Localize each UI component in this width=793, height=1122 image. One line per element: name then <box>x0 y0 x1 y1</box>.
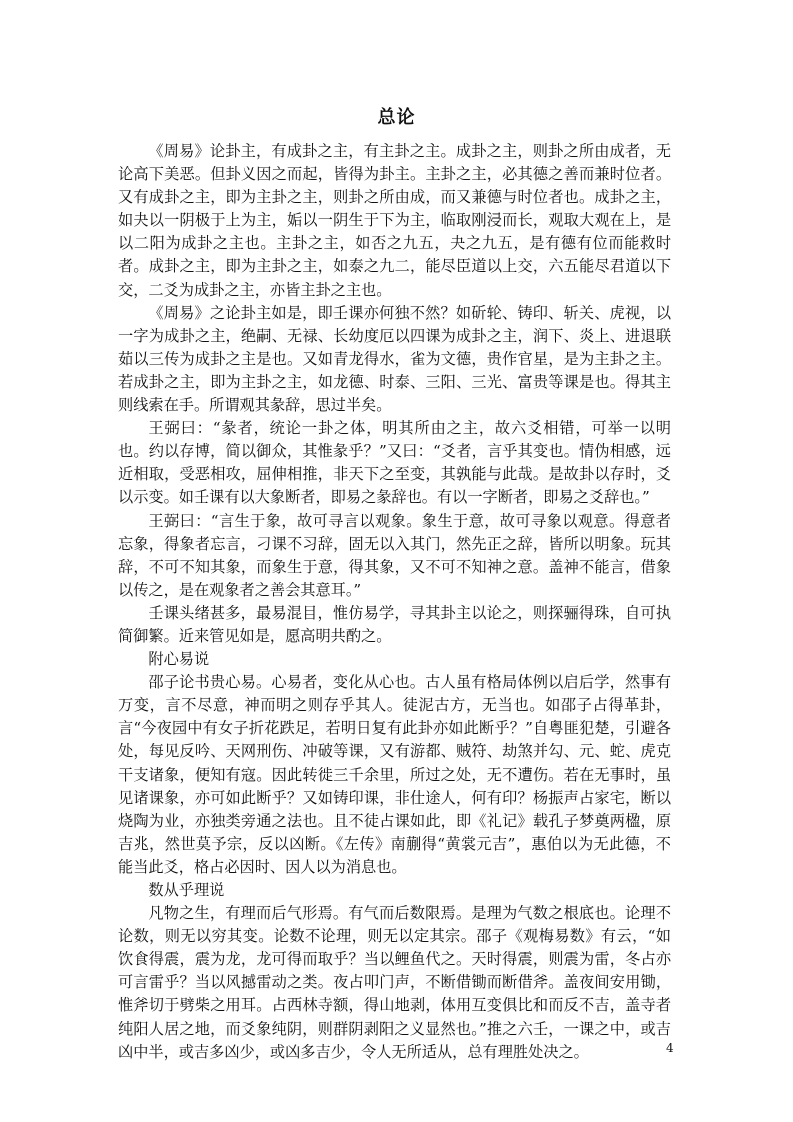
section-heading-shuli: 数从乎理说 <box>148 881 225 899</box>
paragraph-wangbi-tuan: 王弼曰：“彖者，统论一卦之体，明其所由之主，故六爻相错，可举一以明也。约以存博，简以御众，其惟彖乎？”又曰：“爻者，言乎其变也。情伪相感，远近相取，受恶相攻，屈伸相推，非天下之至变，其孰能与此哉。是故卦以存时，爻以示变。如壬课有以大象断者，即易之彖辞也。有以一字断者，即易之爻辞也。” <box>118 419 671 507</box>
paragraph-zhouyi-guazhu: 《周易》论卦主，有成卦之主，有主卦之主。成卦之主，则卦之所由成者，无论高下美恶。但卦义因之而起，皆得为卦主。主卦之主，必其德之善而兼时位者。又有成卦之主，即为主卦之主，则卦之所由成，而又兼德与时位者也。成卦之主，如夬以一阴极于上为主，姤以一阴生于下为主，临取刚浸而长，观取大观在上，是以二阳为成卦之主也。主卦之主，如否之九五，夬之九五，是有德有位而能救时者。成卦之主，即为主卦之主，如泰之九二，能尽臣道以上交，六五能尽君道以下交，二爻为成卦之主，亦皆主卦之主也。 <box>118 142 671 299</box>
page-title: 总论 <box>377 107 416 128</box>
paragraph-renke-guazhu: 《周易》之论卦主如是，即壬课亦何独不然？如斫轮、铸印、斩关、虎视，以一字为成卦之主，绝嗣、无禄、长幼度厄以四课为成卦之主，润下、炎上、进退联茹以三传为成卦之主是也。又如青龙得水，雀为文德，贵作官星，是为主卦之主。若成卦之主，即为主卦之主，如龙德、时泰、三阳、三光、富贵等课是也。得其主则线索在手。所谓观其彖辞，思过半矣。 <box>118 303 671 415</box>
paragraph-wangbi-yan: 王弼曰：“言生于象，故可寻言以观象。象生于意，故可寻象以观意。得意者忘象，得象者忘言，刁课不习辞，固无以入其门，然先正之辞，皆所以明象。玩其辞，不可不知其象，而象生于意，得其象，又不可不知神之意。盖神不能言，借象以传之，是在观象者之善会其意耳。” <box>118 511 671 599</box>
paragraph-renke-touxu: 壬课头绪甚多，最易混目，惟仿易学，寻其卦主以论之，则探骊得珠，自可执简御繁。近来管见如是，愿高明共酌之。 <box>118 603 671 645</box>
document-body <box>118 140 671 1064</box>
paragraph-shaozi-xinyi: 邵子论书贵心易。心易者，变化从心也。古人虽有格局体例以启后学，然事有万变，言不尽意，神而明之则存乎其人。徒泥古方，无当也。如邵子占得革卦，言“今夜园中有女子折花跌足，若明日复有此卦亦如此断乎？”自粤匪犯楚，引避各处，每见反吟、天网刑伤、冲破等课，又有游都、贼符、劫煞并勾、元、蛇、虎克干支诸象，便知有寇。因此转徙三千余里，所过之处，无不遭伤。若在无事时，虽见诸课象，亦可如此断乎？又如铸印课，非仕途人，何有印？杨振声占家宅，断以烧陶为业，亦独类旁通之法也。且不徒占课如此，即《礼记》载孔子梦奠两楹，原吉兆，然世莫予宗，反以凶断。《左传》南蒯得“黄裳元吉”，惠伯以为无此德，不能当此爻，格占必因时、因人以为消息也。 <box>118 673 671 876</box>
paragraph-fanwu-zhisheng: 凡物之生，有理而后气形焉。有气而后数限焉。是理为气数之根底也。论理不论数，则无以穷其变。论数不论理，则无以定其宗。邵子《观梅易数》有云，“如饮食得震，震为龙，龙可得而取乎？当以鲤鱼代之。天时得震，则震为雷，冬占亦可言雷乎？当以风撼雷动之类。夜占叩门声，不断借锄而断借斧。盖夜间安用锄，惟斧切于劈柴之用耳。占西林寺额，得山地剥，体用互变俱比和而反不吉，盖寺者纯阳人居之地，而爻象纯阴，则群阴剥阳之义显然也。”推之六壬，一课之中，或吉凶中半，或吉多凶少，或凶多吉少，令人无所适从，总有理胜处决之。 <box>118 904 671 1061</box>
section-heading-xinyi: 附心易说 <box>148 650 210 669</box>
page-number: 4 <box>666 1041 674 1055</box>
